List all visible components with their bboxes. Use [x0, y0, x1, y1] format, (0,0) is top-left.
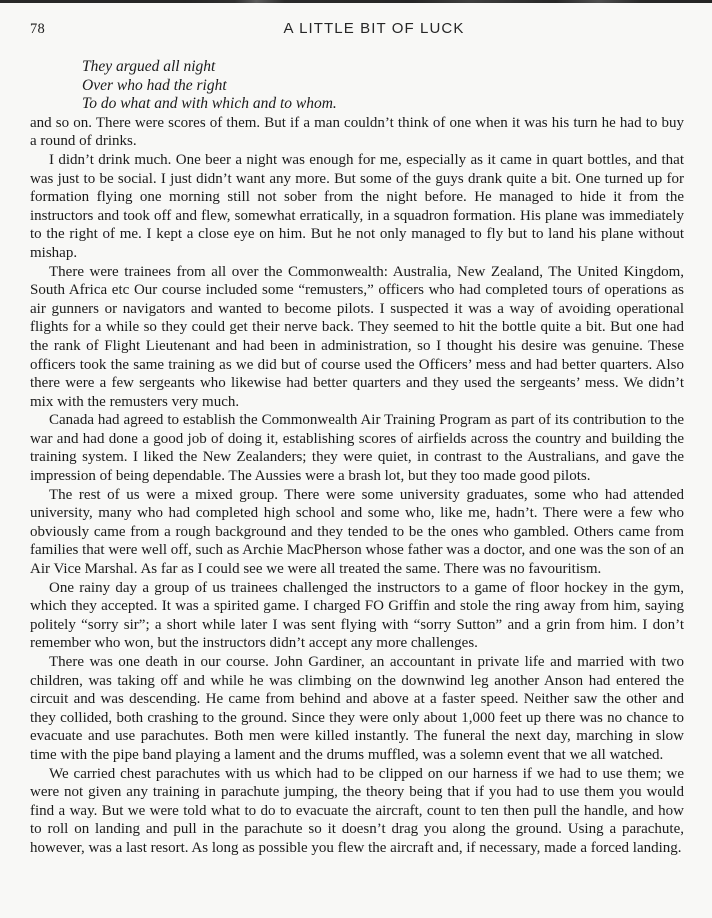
paragraph: I didn’t drink much. One beer a night was enough for me, especially as it came in quart bottles, and that was just to be social. I just didn’t want any more. But some of the guys drank quite a bit. One turned up for formation flying one morning still not sober from the night before. He managed to hide it from the instructors and took off and flew, somewhat erratically, in a squadron formation. His plane was immediately to the right of me. I kept a close eye on him. But he not only managed to fly but to land his plane without mishap. — [30, 151, 684, 261]
poem-line: To do what and with which and to whom. — [82, 95, 337, 113]
paragraph: Canada had agreed to establish the Commonwealth Air Training Program as part of its contribution to the war and had done a good job of doing it, establishing scores of airfields across the country and building the training system. I liked the New Zealanders; they were quiet, in contrast to the Australians, and gave the impression of being dependable. The Aussies were a brash lot, but they too made good pilots. — [30, 412, 684, 485]
body-text — [30, 58, 684, 858]
poem — [82, 58, 684, 114]
paragraph: There was one death in our course. John Gardiner, an accountant in private life and married with two children, was taking off and while he was climbing on the downwind leg another Anson had entered the circuit and was descending. He came from behind and above at a faster speed. Neither saw the other and they collided, both crashing to the ground. Since they were only about 1,000 feet up there was no chance to evacuate and use parachutes. Both men were killed instantly. The funeral the next day, marching in slow time with the pipe band playing a lament and the drums muffled, was a solemn event that we all watched. — [30, 654, 684, 763]
paragraph: The rest of us were a mixed group. There were some university graduates, some who had attended university, many who had completed high school and some who, like me, hadn’t. There were a few who obviously came from a rough background and they tended to be the ones who gambled. Others came from families that were well off, such as Archie MacPherson whose father was a doctor, and one was the son of an Air Vice Marshal. As far as I could see we were all treated the same. There was no favouritism. — [30, 486, 684, 578]
poem-line: They argued all night — [82, 58, 216, 75]
paragraph: We carried chest parachutes with us which had to be clipped on our harness if we had to use them; we were not given any training in parachute jumping, the theory being that if you had to use them you would find a way. But we were told what to do to evacuate the aircraft, count to ten then pull the handle, and how to roll on landing and pull in the parachute so it doesn’t drag you along the ground. Using a parachute, however, was a last resort. As long as possible you flew the aircraft and, if necessary, made a forced landing. — [30, 765, 684, 856]
paragraph: One rainy day a group of us trainees challenged the instructors to a game of floor hockey in the gym, which they accepted. It was a spirited game. I charged FO Griffin and stole the ring away from him, saying politely “sorry sir”; a short while later I was sent flying with “sorry Sutton” and a grin from him. I don’t remember who won, but the instructors didn’t accept any more challenges. — [30, 579, 684, 652]
page-number: 78 — [30, 21, 46, 37]
paragraph: and so on. There were scores of them. But if a man couldn’t think of one when it was his turn he had to buy a round of drinks. — [30, 114, 684, 150]
scan-edge-artifact — [0, 0, 712, 3]
paragraph: There were trainees from all over the Commonwealth: Australia, New Zealand, The United Kingdom, South Africa etc Our course included some “remusters,” officers who had completed tours of operations as air gunners or navigators and wanted to become pilots. I suspected it was a way of avoiding operational flights for a while so they could get their nerve back. They seemed to hit the bottle quite a bit. But one had the rank of Flight Lieutenant and had been in administration, so I thought his desire was genuine. These officers took the same training as we did but of course used the Officers’ mess and had better quarters. Also there were a few sergeants who likewise had better quarters and they used the sergeants’ mess. We didn’t mix with the remusters very much. — [30, 263, 684, 410]
page-header — [30, 20, 684, 40]
poem-line: Over who had the right — [82, 76, 227, 94]
running-title: A LITTLE BIT OF LUCK — [283, 20, 465, 37]
